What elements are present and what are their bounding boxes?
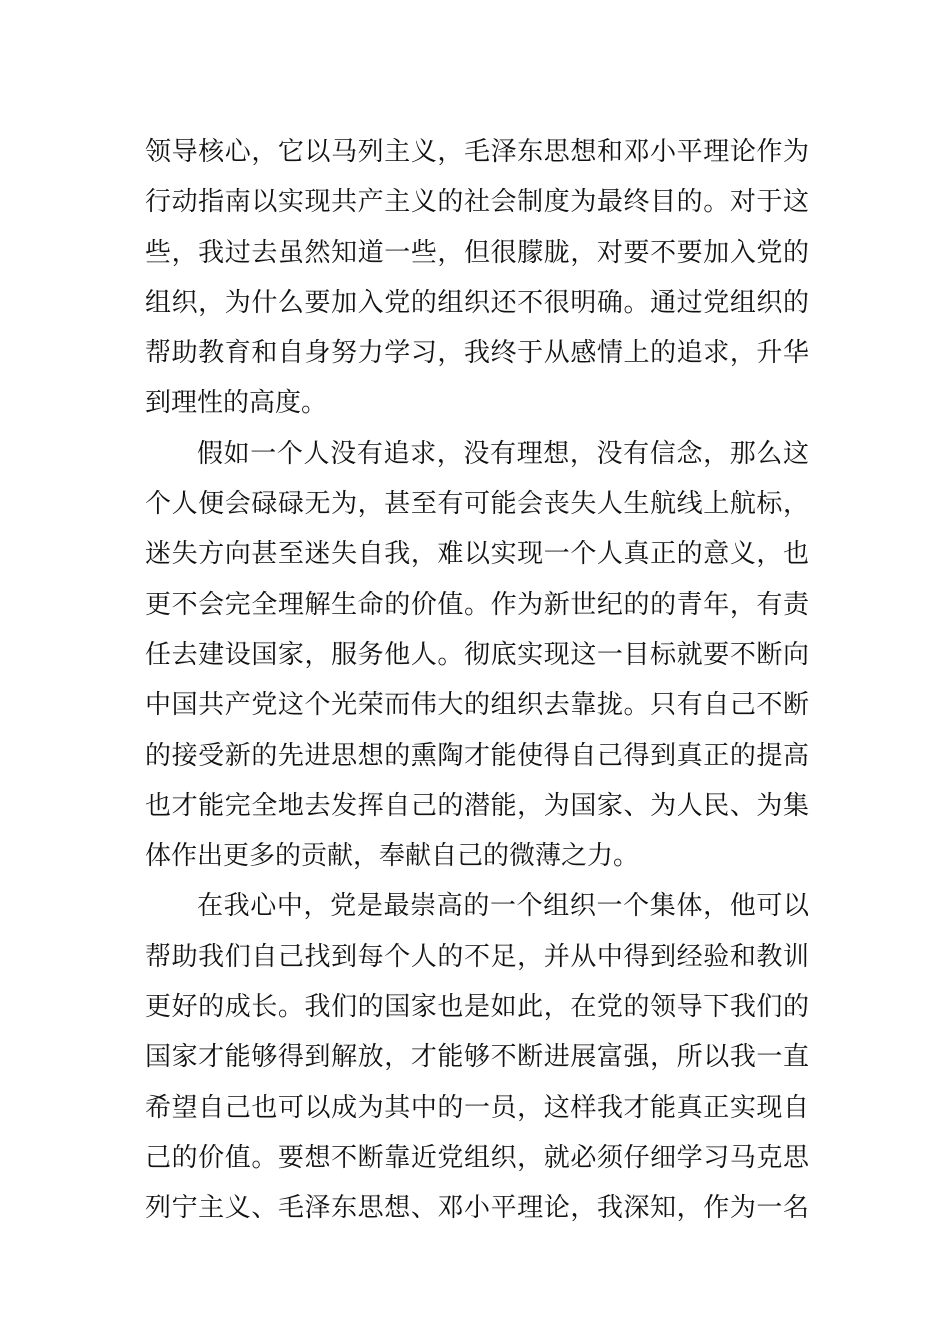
text-line: 也才能完全地去发挥自己的潜能，为国家、为人民、为集 (145, 790, 809, 821)
text-line: 领导核心，它以马列主义，毛泽东思想和邓小平理论作为 (145, 137, 809, 167)
text-line: 中国共产党这个光荣而伟大的组织去靠拢。只有自己不断 (145, 690, 809, 721)
text-line: 更不会完全理解生命的价值。作为新世纪的的青年，有责 (145, 589, 809, 620)
text-line: 列宁主义、毛泽东思想、邓小平理论，我深知，作为一名 (145, 1193, 809, 1224)
text-line: 更好的成长。我们的国家也是如此，在党的领导下我们的 (145, 992, 809, 1023)
text-line: 假如一个人没有追求，没有理想，没有信念，那么这 (197, 438, 809, 469)
text-line: 己的价值。要想不断靠近党组织，就必须仔细学习马克思 (145, 1142, 809, 1173)
text-line: 迷失方向甚至迷失自我，难以实现一个人真正的意义，也 (145, 539, 809, 570)
text-line: 帮助我们自己找到每个人的不足，并从中得到经验和教训 (145, 941, 809, 972)
text-line: 任去建设国家，服务他人。彻底实现这一目标就要不断向 (145, 639, 809, 670)
text-line: 到理性的高度。 (145, 388, 328, 419)
body-text (145, 127, 809, 1234)
text-line: 行动指南以实现共产主义的社会制度为最终目的。对于这 (145, 187, 809, 218)
text-line: 帮助教育和自身努力学习，我终于从感情上的追求，升华 (145, 338, 809, 369)
text-line: 在我心中，党是最崇高的一个组织一个集体，他可以 (197, 891, 809, 922)
text-line: 些，我过去虽然知道一些，但很朦胧，对要不要加入党的 (145, 237, 809, 268)
text-line: 组织，为什么要加入党的组织还不很明确。通过党组织的 (145, 287, 809, 318)
text-line: 的接受新的先进思想的熏陶才能使得自己得到真正的提高 (145, 740, 809, 771)
text-line: 希望自己也可以成为其中的一员，这样我才能真正实现自 (145, 1092, 809, 1123)
text-line: 个人便会碌碌无为，甚至有可能会丧失人生航线上航标， (145, 489, 809, 520)
text-line: 体作出更多的贡献，奉献自己的微薄之力。 (145, 841, 640, 872)
text-line: 国家才能够得到解放，才能够不断进展富强，所以我一直 (145, 1042, 809, 1073)
